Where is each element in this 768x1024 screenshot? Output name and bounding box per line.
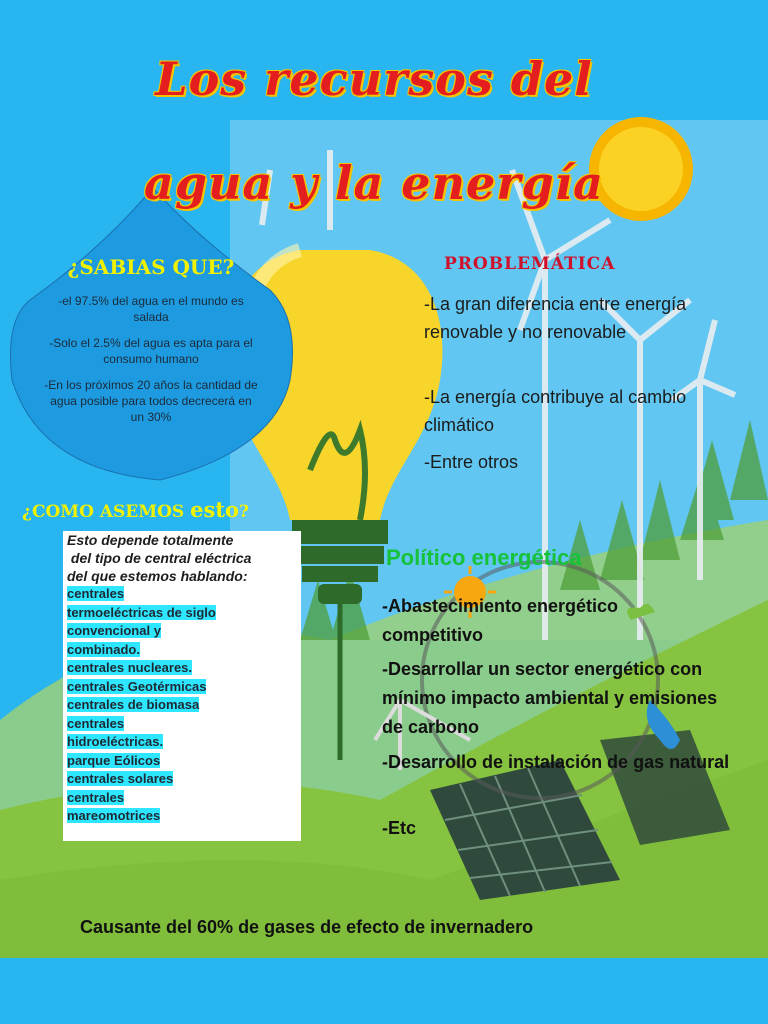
problematica-item: -La energía contribuye al cambio climático — [424, 387, 687, 435]
page-title-line-1: Los recursos del — [155, 52, 593, 106]
centrales-intro-line: Esto depende totalmente — [67, 532, 234, 548]
problematica-heading: PROBLEMÁTICA — [444, 254, 616, 274]
politica-item: -Abastecimiento energético competitivo — [382, 596, 619, 645]
politica-item: -Etc — [382, 818, 417, 838]
centrales-list-item: centrales — [67, 586, 125, 601]
como-asemos-heading — [22, 497, 249, 522]
fact-item: -En los próximos 20 años la cantidad de agua posible para todos decrecerá en un 30% — [44, 378, 258, 424]
footer-text: Causante del 60% de gases de efecto de invernadero — [80, 917, 534, 937]
centrales-intro — [67, 531, 297, 585]
como-heading-part: esto — [190, 497, 239, 522]
centrales-box — [63, 531, 301, 841]
centrales-list-item: termoeléctricas de siglo — [67, 604, 216, 620]
centrales-list-item: centrales solares — [67, 771, 174, 786]
politica-energetica-heading: Político energética — [386, 545, 582, 570]
como-heading-part: ? — [238, 502, 249, 522]
centrales-list — [67, 585, 297, 826]
centrales-list-item: parque Eólicos — [67, 752, 161, 768]
centrales-intro-line: del que estemos hablando: — [67, 568, 248, 584]
centrales-list-item: centrales — [67, 715, 125, 731]
problematica-item: -La gran diferencia entre energía renovable y no renovable — [424, 294, 687, 342]
centrales-list-item: combinado. — [67, 641, 140, 657]
como-heading-part: ¿COMO ASEMOS — [22, 502, 191, 522]
centrales-list-item: centrales nucleares. — [67, 660, 193, 675]
centrales-intro-line: del tipo de central eléctrica — [67, 550, 252, 566]
centrales-list-item: mareomotrices — [67, 808, 161, 823]
sabias-que-heading: ¿SABIAS QUE? — [67, 255, 235, 279]
politica-item: -Desarrollo de instalación de gas natural — [382, 752, 730, 772]
fact-item: -Solo el 2.5% del agua es apta para el consumo humano — [49, 336, 253, 366]
sabias-que-panel — [16, 255, 286, 435]
page-title-line-2: agua y la energía — [144, 156, 604, 210]
centrales-list-item: centrales de biomasa — [67, 697, 200, 712]
centrales-list-item: centrales Geotérmicas — [67, 678, 207, 694]
fact-item: -el 97.5% del agua en el mundo es salada — [58, 294, 244, 324]
politica-item: -Desarrollar un sector energético con mínimo impacto ambiental y emisiones de carbono — [382, 659, 718, 737]
problematica-item: -Entre otros — [424, 452, 519, 472]
centrales-list-item: convencional y — [67, 623, 161, 638]
centrales-list-item: centrales — [67, 789, 125, 805]
centrales-list-item: hidroeléctricas. — [67, 734, 164, 749]
